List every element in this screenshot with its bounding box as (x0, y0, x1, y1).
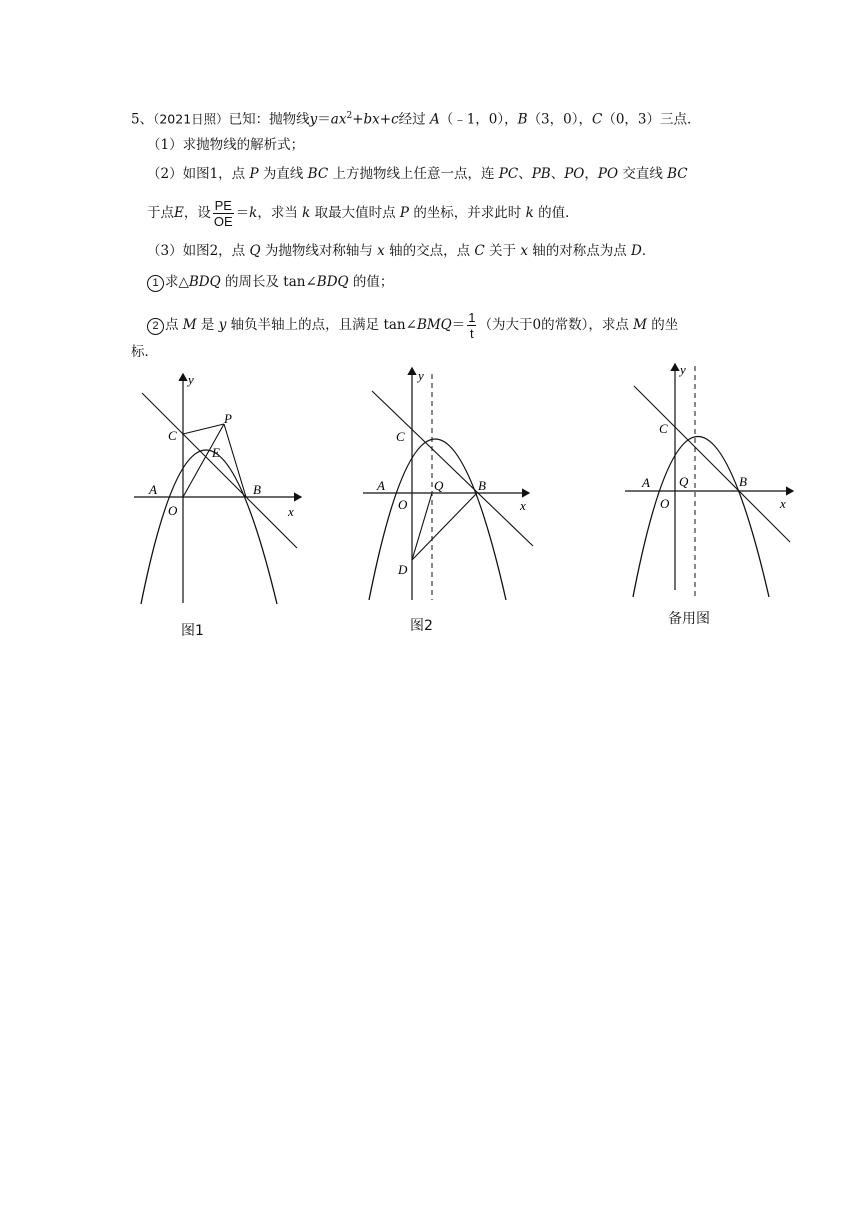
label-a: A (642, 475, 650, 490)
label-q: Q (434, 478, 444, 493)
label-o: O (398, 497, 408, 512)
label-b: B (478, 478, 486, 493)
label-y: y (188, 372, 194, 387)
fraction-one-over-t: $\frac{1}{t}$ (468, 310, 476, 341)
parabola-curve (633, 437, 769, 598)
figure-1-caption: 图1 (181, 623, 204, 639)
circled-number-1: 1 (147, 275, 164, 292)
label-b: B (253, 482, 261, 497)
label-b: B (739, 474, 747, 489)
parabola-curve (369, 439, 506, 600)
question-2-line-1: （2）如图1，点 P 为直线 BC 上方抛物线上任意一点，连 PC、PB、PO，PO 交直线 BC (147, 166, 688, 182)
figure-1 (120, 370, 320, 620)
fraction-pe-oe: $\frac{PE}{OE}$ (213, 198, 233, 229)
label-c: C (396, 429, 405, 444)
sub-question-1: 1 求△BDQ 的周长及 tan∠BDQ 的值； (147, 272, 393, 292)
line-bc (372, 391, 533, 546)
line-bc (634, 386, 790, 542)
label-x: x (288, 504, 294, 519)
sub-question-2-line-2: 标． (131, 344, 158, 360)
problem-line-1: 5、（2021日照）已知：抛物线$y=ax^2+bx+c$经过 A（﹣1，0），B（3，0），C（0，3）三点． (131, 111, 701, 128)
circled-number-2: 2 (147, 318, 164, 335)
label-p: P (224, 411, 232, 426)
label-y: y (680, 362, 686, 377)
label-d: D (398, 562, 408, 577)
figure-3-caption: 备用图 (668, 611, 710, 627)
problem-number: 5、 (131, 111, 154, 128)
label-c: C (659, 421, 668, 436)
figure-2-caption: 图2 (410, 618, 433, 634)
label-x: x (780, 496, 786, 511)
label-a: A (377, 478, 385, 493)
label-o: O (660, 496, 670, 511)
label-y: y (418, 368, 424, 383)
label-c: C (168, 428, 177, 443)
label-x: x (520, 498, 526, 513)
sub-question-2-line-1: 2 点 M 是 y 轴负半轴上的点，且满足 tan∠BMQ＝ $\frac{1}{t}$ （为大于0的常数），求点 M 的坐 (147, 310, 678, 341)
label-a: A (149, 482, 157, 497)
figure-2 (350, 364, 540, 609)
line-bc (142, 393, 297, 548)
label-e: E (212, 445, 220, 460)
question-1: （1）求抛物线的解析式； (147, 137, 305, 153)
label-o: O (168, 503, 178, 518)
parabola-curve (141, 450, 277, 604)
label-q: Q (679, 474, 689, 489)
problem-source: （2021日照） (153, 111, 229, 127)
figure-3 (615, 360, 805, 605)
question-2-line-2: 于点E，设 $\frac{PE}{OE}$ ＝k，求当 k 取最大值时点 P 的坐标，并求此时 k 的值． (147, 198, 579, 229)
segment-cp (183, 424, 224, 434)
question-3: （3）如图2，点 Q 为抛物线对称轴与 x 轴的交点，点 C 关于 x 轴的对称点为点 D． (147, 243, 656, 259)
